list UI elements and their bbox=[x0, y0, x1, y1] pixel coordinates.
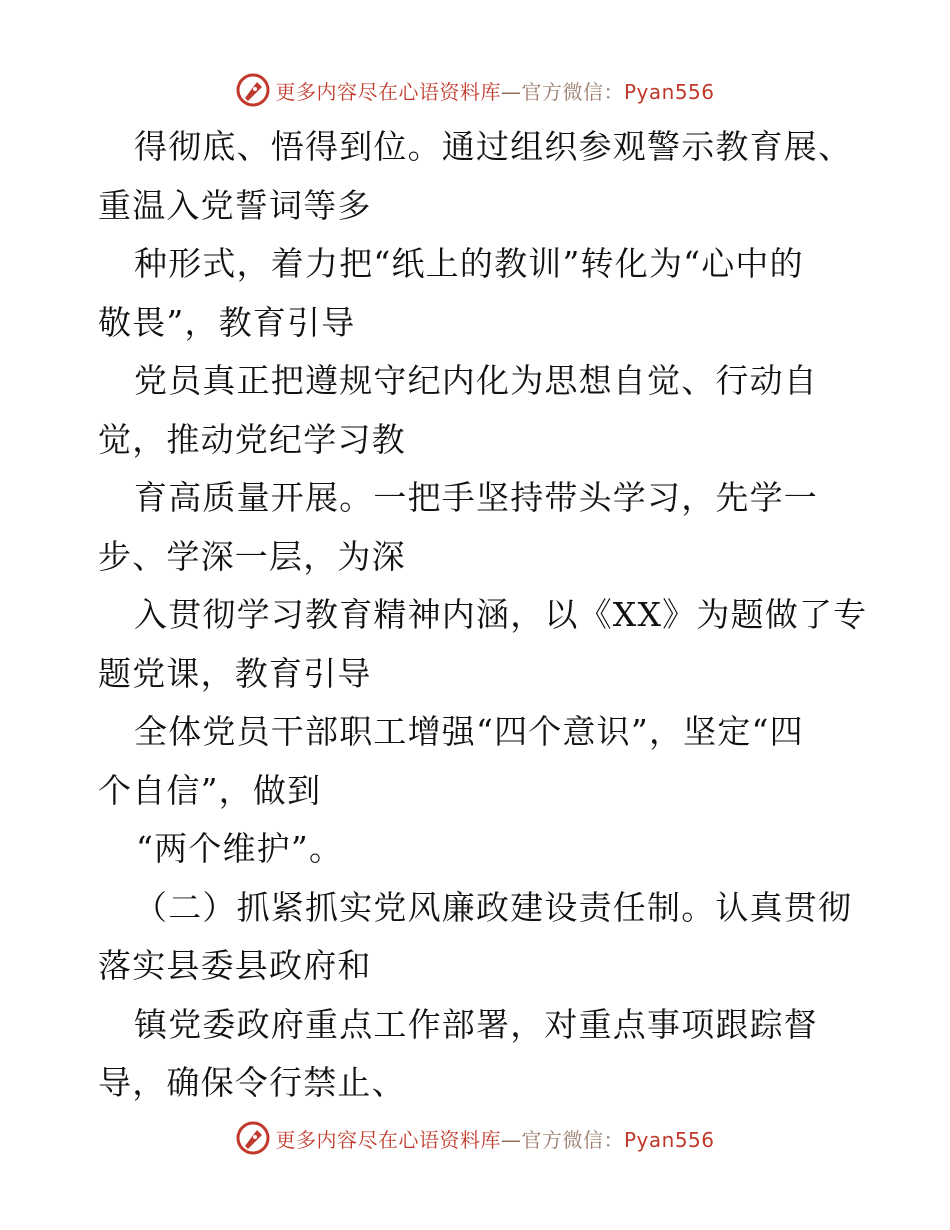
body-line: 个自信”，做到 bbox=[98, 770, 322, 810]
footer-official-label: 官方微信： bbox=[521, 1127, 624, 1152]
body-line: 重温入党誓词等多 bbox=[98, 185, 372, 225]
header-brand-text: 更多内容尽在心语资料库 bbox=[275, 79, 501, 104]
body-line: 育高质量开展。一把手坚持带头学习，先学一 bbox=[134, 478, 818, 517]
body-line: 党员真正把遵规守纪内化为思想自觉、行动自 bbox=[134, 361, 818, 400]
header-banner bbox=[0, 70, 950, 110]
body-line: 觉，推动党纪学习教 bbox=[98, 419, 406, 459]
body-line: 全体党员干部职工增强“四个意识”，坚定“四 bbox=[134, 712, 804, 751]
body-line: 镇党委政府重点工作部署，对重点事项跟踪督 bbox=[134, 1004, 818, 1044]
footer-wechat-id: Pyan556 bbox=[623, 1127, 715, 1152]
header-official-label: 官方微信： bbox=[521, 79, 624, 104]
pen-nib-logo-icon bbox=[235, 1120, 271, 1156]
footer-separator: — bbox=[500, 1127, 522, 1152]
footer-banner bbox=[0, 1118, 950, 1158]
section-heading-line: （二）抓紧抓实党风廉政建设责任制。认真贯彻 bbox=[134, 887, 853, 927]
body-line: 敬畏”，教育引导 bbox=[98, 302, 356, 342]
document-body bbox=[98, 118, 868, 1113]
body-line: 题党课，教育引导 bbox=[98, 653, 372, 693]
header-banner-text bbox=[275, 76, 714, 105]
header-wechat-id: Pyan556 bbox=[623, 79, 715, 104]
body-line: 得彻底、悟得到位。通过组织参观警示教育展、 bbox=[134, 127, 853, 166]
pen-nib-logo-icon bbox=[235, 72, 271, 108]
body-line: 落实县委县政府和 bbox=[98, 946, 372, 985]
body-line: “两个维护”。 bbox=[136, 829, 344, 868]
body-line: 步、学深一层，为深 bbox=[98, 536, 406, 576]
footer-banner-text bbox=[275, 1124, 714, 1153]
footer-brand-text: 更多内容尽在心语资料库 bbox=[275, 1127, 501, 1152]
body-line: 种形式，着力把“纸上的教训”转化为“心中的 bbox=[134, 244, 804, 283]
body-line: 入贯彻学习教育精神内涵，以《XX》为题做了专 bbox=[134, 595, 868, 634]
body-line: 导，确保令行禁止、 bbox=[98, 1063, 406, 1102]
header-separator: — bbox=[500, 79, 522, 104]
